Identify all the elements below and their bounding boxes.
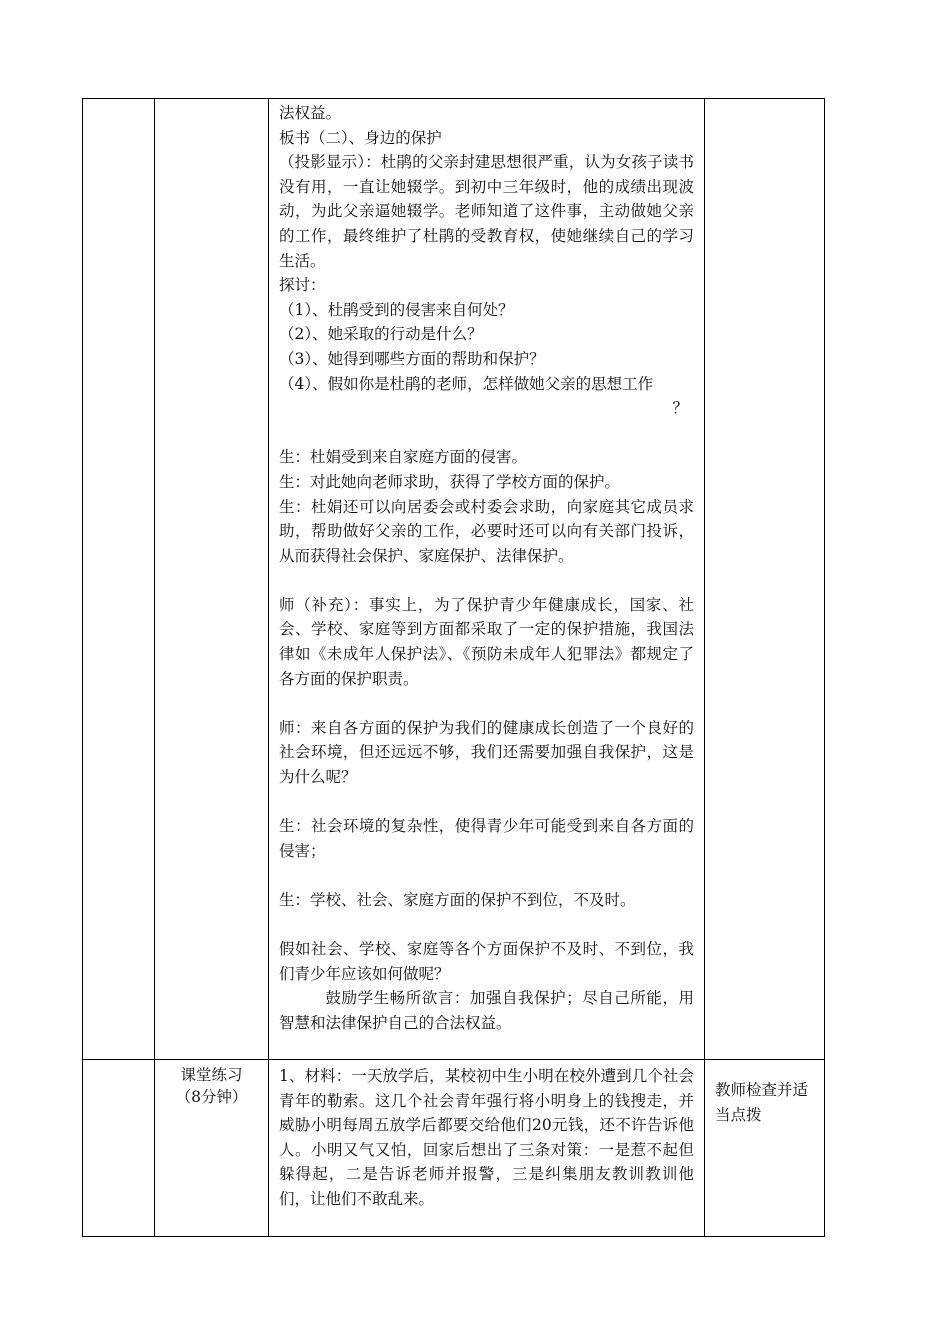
empty-cell [83,99,155,1060]
case-paragraph: （投影显示）：杜鹃的父亲封建思想很严重，认为女孩子读书没有用，一直让她辍学。到初中三年级时，他的成绩出现波动，为此父亲逼她辍学。老师知道了这件事，主动做她父亲的工作，最终维护了杜鹃的受教育权，使她继续自己的学习生活。 [279,153,694,270]
teacher-question: 师：来自各方面的保护为我们的健康成长创造了一个良好的社会环境，但还远远不够，我们还需要加强自我保护，这是为什么呢？ [279,718,694,787]
exercise-text: 1、材料：一天放学后，某校初中生小明在校外遭到几个社会青年的勒索。这几个社会青年强行将小明身上的钱搜走，并威胁小明每周五放学后都要交给他们20元钱，还不许告诉他人。小明又气又怕，回家后想出了三条对策：一是惹不起但躲得起，二是告诉老师并报警，三是纠集朋友教训教训他们，让他们不敢乱来。 [279,1067,694,1208]
table-row-exercise [83,1060,825,1237]
student-answer-3: 生：杜娟还可以向居委会或村委会求助，向家庭其它成员求助，帮助做好父亲的工作，必要时还可以向有关部门投诉，从而获得社会保护、家庭保护、法律保护。 [279,497,694,565]
note-cell [705,1060,825,1237]
question-2: （2）、她采取的行动是什么？ [279,325,483,344]
follow-up-question: 假如社会、学校、家庭等各个方面保护不及时、不到位，我们青少年应该如何做呢？ [279,940,694,983]
lesson-plan-table [82,98,825,1237]
empty-cell [155,99,269,1060]
teacher-supplement: 师（补充）：事实上，为了保护青少年健康成长，国家、社会、学校、家庭等到方面都采取了一定的保护措施，我国法律如《未成年人保护法》、《预防未成年人犯罪法》都规定了各方面的保护职责。 [279,595,694,688]
content-cell [269,99,705,1060]
discussion-label: 探讨： [279,276,326,295]
student-answer-5: 生：学校、社会、家庭方面的保护不到位，不及时。 [279,891,636,909]
question-4-mark: ？ [672,399,688,418]
teacher-note: 教师检查并适当点拨 [715,1081,809,1124]
board-heading: 板书（二）、身边的保护 [279,128,442,147]
section-label: 课堂练习 [180,1066,243,1084]
empty-cell [83,1060,155,1237]
empty-cell [705,99,825,1060]
table-row-main [83,99,825,1060]
exercise-cell [269,1060,705,1237]
text-line: 法权益。 [279,104,342,122]
question-4: （4）、假如你是杜鹃的老师，怎样做她父亲的思想工作 [279,374,654,393]
question-3: （3）、她得到哪些方面的帮助和保护？ [279,349,545,368]
section-duration: （8分钟） [175,1088,248,1106]
encouragement-text: 鼓励学生畅所欲言：加强自我保护；尽自己所能，用智慧和法律保护自己的合法权益。 [279,989,694,1032]
student-answer-1: 生：杜娟受到来自家庭方面的侵害。 [279,448,528,467]
question-1: （1）、杜鹃受到的侵害来自何处？ [279,300,514,319]
section-label-cell [155,1060,269,1237]
student-answer-4: 生：社会环境的复杂性，使得青少年可能受到来自各方面的侵害； [279,817,694,860]
student-answer-2: 生：对此她向老师求助，获得了学校方面的保护。 [279,472,621,491]
